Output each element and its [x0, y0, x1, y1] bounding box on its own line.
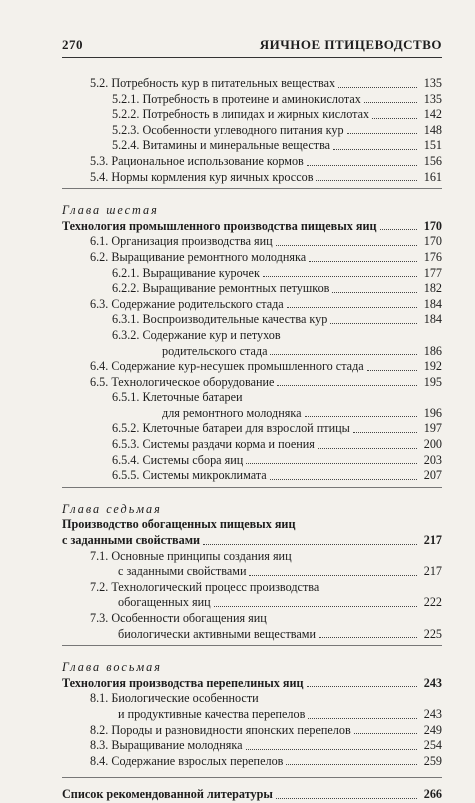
toc-entry-text: биологически активными веществами: [118, 626, 317, 641]
leader-dots: [263, 276, 417, 277]
toc-entry[interactable]: [62, 707, 442, 723]
toc-entry[interactable]: [62, 406, 442, 422]
page-ref: 177: [423, 265, 442, 280]
leader-dots: [305, 416, 418, 417]
toc-entry-text: обогащенных яиц: [118, 595, 211, 610]
page-ref: 203: [423, 452, 442, 467]
toc-entry[interactable]: [62, 234, 442, 250]
toc-entry-text: 6.5.3. Системы раздачи корма и поения: [112, 437, 315, 452]
toc-entry-text: 8.1. Биологические особенности: [90, 691, 259, 706]
toc-entry[interactable]: [62, 738, 442, 754]
page-ref: 135: [423, 91, 442, 106]
toc-entry[interactable]: [62, 595, 442, 611]
toc-entry[interactable]: [62, 359, 442, 375]
chapter-title: Технология промышленного производства пищевых яиц: [62, 218, 377, 233]
toc-entry[interactable]: [62, 170, 442, 186]
toc-entry-text: 6.5.1. Клеточные батареи: [112, 390, 243, 405]
toc-entry-text: 7.3. Особенности обогащения яиц: [90, 611, 267, 625]
leader-dots: [287, 307, 417, 308]
toc-entry-text: с заданными свойствами: [118, 564, 247, 579]
leader-dots: [367, 370, 417, 371]
leader-dots: [249, 575, 417, 576]
leader-dots: [372, 118, 417, 119]
toc-entry[interactable]: [62, 266, 442, 282]
toc-entry[interactable]: [62, 297, 442, 313]
toc-entry[interactable]: [62, 154, 442, 170]
chapter-title-row[interactable]: [62, 533, 442, 549]
toc-entry[interactable]: [62, 580, 442, 596]
toc-entry-text: 5.3. Рациональное использование кормов: [90, 153, 304, 168]
toc-entry[interactable]: [62, 754, 442, 770]
chapter-title: Технология производства перепелиных яиц: [62, 675, 304, 690]
chapter-label: Глава седьмая: [62, 501, 162, 516]
toc-entry[interactable]: [62, 250, 442, 266]
divider: [62, 487, 442, 488]
leader-dots: [276, 245, 417, 246]
page-ref: 184: [423, 296, 442, 311]
leader-dots: [333, 149, 417, 150]
toc-entry-text: 6.1. Организация производства яиц: [90, 234, 273, 249]
toc-entry-text: 5.4. Нормы кормления кур яичных кроссов: [90, 169, 314, 184]
toc-entry-text: и продуктивные качества перепелов: [118, 706, 306, 721]
page-ref: 161: [423, 169, 442, 184]
toc-entry-text: 6.3. Содержание родительского стада: [90, 296, 284, 311]
toc-entry-text: 6.3.1. Воспроизводительные качества кур: [112, 312, 328, 327]
divider: [62, 188, 442, 189]
toc-entry-text: 6.4. Содержание кур-несушек промышленного стада: [90, 359, 364, 374]
page-ref: 156: [423, 153, 442, 168]
page-ref: 135: [423, 76, 442, 90]
page-ref: 259: [423, 753, 442, 768]
leader-dots: [246, 749, 417, 750]
running-title: ЯИЧНОЕ ПТИЦЕВОДСТВО: [259, 37, 442, 52]
page-ref: 217: [423, 533, 442, 548]
chapter-title: с заданными свойствами: [62, 533, 201, 548]
page-ref: 197: [423, 421, 442, 436]
toc-entry[interactable]: [62, 312, 442, 328]
toc-entry[interactable]: [62, 723, 442, 739]
chapter-label: Глава шестая: [62, 203, 159, 218]
leader-dots: [318, 448, 417, 449]
page-ref: 225: [423, 626, 442, 641]
references-row[interactable]: [62, 787, 442, 803]
toc-entry[interactable]: [62, 344, 442, 360]
toc-entry-text: 5.2. Потребность кур в питательных веществах: [90, 76, 336, 90]
toc-entry[interactable]: [62, 611, 442, 627]
page-ref: 182: [423, 281, 442, 296]
page-ref: 200: [423, 437, 442, 452]
toc-entry-text: для ремонтного молодняка: [162, 405, 302, 420]
leader-dots: [277, 385, 417, 386]
toc-entry-text: 7.1. Основные принципы создания яиц: [90, 548, 292, 563]
page-ref: 176: [423, 249, 442, 264]
page-ref: 151: [423, 138, 442, 153]
page-ref: 148: [423, 122, 442, 137]
leader-dots: [330, 323, 417, 324]
page-ref: 243: [423, 706, 442, 721]
page-ref: 192: [423, 359, 442, 374]
leader-dots: [380, 229, 418, 230]
page-ref: 254: [423, 738, 442, 753]
page-ref: 249: [423, 722, 442, 737]
leader-dots: [214, 606, 417, 607]
toc-entry[interactable]: [62, 691, 442, 707]
chapter-label: Глава восьмая: [62, 660, 162, 675]
page-ref: 142: [423, 107, 442, 122]
toc-entry[interactable]: [62, 390, 442, 406]
toc-entry[interactable]: [62, 468, 442, 484]
page-ref: 186: [423, 343, 442, 358]
toc-entry[interactable]: [62, 564, 442, 580]
chapter-title-row[interactable]: [62, 676, 442, 692]
table-of-contents: [62, 76, 442, 803]
toc-entry[interactable]: [62, 421, 442, 437]
toc-entry-text: 7.2. Технологический процесс производства: [90, 579, 320, 594]
toc-block-chapter8: [62, 691, 442, 769]
references-title: Список рекомендованной литературы: [62, 787, 273, 802]
leader-dots: [316, 180, 417, 181]
page-ref: 207: [423, 468, 442, 483]
toc-entry[interactable]: [62, 281, 442, 297]
toc-entry-text: 6.5.4. Системы сбора яиц: [112, 452, 244, 467]
leader-dots: [307, 165, 417, 166]
toc-entry[interactable]: [62, 437, 442, 453]
leader-dots: [276, 798, 417, 799]
leader-dots: [270, 354, 417, 355]
toc-entry[interactable]: [62, 328, 442, 344]
toc-block-chapter6: [62, 234, 442, 484]
page-ref: 217: [423, 564, 442, 579]
toc-entry[interactable]: [62, 375, 442, 391]
leader-dots: [203, 544, 417, 545]
page-header: [62, 37, 442, 58]
page-ref: 196: [423, 405, 442, 420]
leader-dots: [338, 87, 417, 88]
toc-entry-text: 5.2.4. Витамины и минеральные вещества: [112, 138, 331, 153]
toc-entry[interactable]: [62, 138, 442, 154]
leader-dots: [347, 133, 417, 134]
divider: [62, 645, 442, 646]
leader-dots: [332, 292, 417, 293]
toc-entry-text: 5.2.2. Потребность в липидах и жирных кислотах: [112, 107, 370, 122]
page-ref: 195: [423, 374, 442, 389]
toc-entry-text: 6.2.2. Выращивание ремонтных петушков: [112, 281, 330, 296]
page-ref: 170: [423, 218, 442, 233]
leader-dots: [364, 102, 417, 103]
leader-dots: [354, 733, 417, 734]
toc-block-chapter7: [62, 549, 442, 643]
leader-dots: [270, 479, 417, 480]
toc-entry[interactable]: [62, 627, 442, 643]
toc-entry[interactable]: [62, 107, 442, 123]
leader-dots: [307, 686, 417, 687]
toc-entry-text: 8.4. Содержание взрослых перепелов: [90, 753, 284, 768]
toc-entry[interactable]: [62, 123, 442, 139]
toc-entry[interactable]: [62, 76, 442, 92]
leader-dots: [246, 463, 417, 464]
toc-entry-text: 6.5.5. Системы микроклимата: [112, 468, 267, 483]
leader-dots: [309, 261, 417, 262]
toc-entry-text: 5.2.1. Потребность в протеине и аминокислотах: [112, 91, 361, 106]
toc-entry-text: 6.5. Технологическое оборудование: [90, 374, 275, 389]
toc-entry-text: 8.2. Породы и разновидности японских перепелов: [90, 722, 351, 737]
leader-dots: [308, 718, 417, 719]
toc-block-chapter5: [62, 76, 442, 185]
chapter-title-row[interactable]: [62, 219, 442, 235]
toc-entry-text: 6.3.2. Содержание кур и петухов: [112, 327, 281, 342]
page-ref: 170: [423, 234, 442, 249]
toc-entry-text: 8.3. Выращивание молодняка: [90, 738, 243, 753]
page-ref: 184: [423, 312, 442, 327]
toc-entry-text: 6.2.1. Выращивание курочек: [112, 265, 260, 280]
toc-entry[interactable]: [62, 92, 442, 108]
toc-entry-text: 5.2.3. Особенности углеводного питания кур: [112, 122, 344, 137]
toc-entry[interactable]: [62, 549, 442, 565]
page-ref: 222: [423, 595, 442, 610]
chapter-title-row[interactable]: [62, 517, 442, 533]
leader-dots: [319, 637, 417, 638]
page-ref: 266: [423, 787, 442, 802]
leader-dots: [353, 432, 417, 433]
toc-entry[interactable]: [62, 453, 442, 469]
chapter-title: Производство обогащенных пищевых яиц: [62, 517, 296, 532]
toc-entry-text: 6.5.2. Клеточные батареи для взрослой птицы: [112, 421, 350, 436]
page-number: 270: [62, 37, 83, 52]
page-ref: 243: [423, 675, 442, 690]
toc-entry-text: 6.2. Выращивание ремонтного молодняка: [90, 249, 307, 264]
toc-entry-text: родительского стада: [162, 343, 268, 358]
